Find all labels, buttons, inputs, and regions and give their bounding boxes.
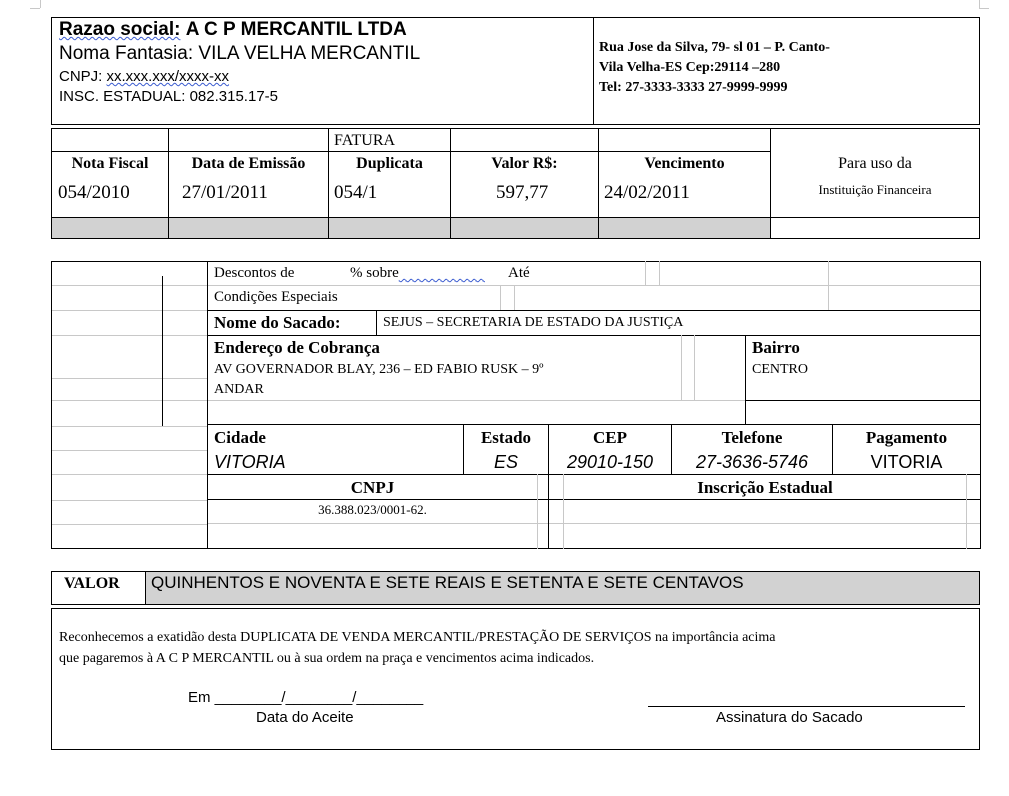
col-data-emissao: Data de Emissão [191,155,306,172]
endereco-line-2: ANDAR [214,382,264,397]
val-duplicata: 054/1 [334,182,378,203]
cep-label: CEP [593,428,627,447]
spell-mark [58,622,88,626]
phone-line: Tel: 27-3333-3333 27-9999-9999 [599,80,788,95]
nome-sacado-label: Nome do Sacado: [214,313,341,332]
corner-mark [40,0,41,8]
ate-label: Até [508,265,530,281]
pagamento-label: Pagamento [865,428,948,447]
signature-line [648,706,965,707]
val-instituicao: Instituição Financeira [818,182,932,197]
val-data-emissao: 27/01/2011 [182,182,268,203]
inscricao-sacado-label: Inscrição Estadual [697,478,833,497]
aceite-text-2: que pagaremos à A C P MERCANTIL ou à sua ordem na praça e vencimentos acima indicados. [59,651,595,666]
valor-extenso: QUINHENTOS E NOVENTA E SETE REAIS E SETENTA E SETE CENTAVOS [151,573,744,592]
spell-mark [370,723,715,727]
val-vencimento: 24/02/2011 [604,182,690,203]
address-line-1: Rua Jose da Silva, 79- sl 01 – P. Canto- [599,40,830,55]
cnpj-sacado-value: 36.388.023/0001-62. [318,502,427,517]
header-cnpj: CNPJ: xx.xxx.xxx/xxxx-xx [59,68,230,85]
data-aceite-label: Data do Aceite [256,709,354,726]
sobre-label: % sobre [350,265,399,281]
col-valor: Valor R$: [491,155,558,172]
col-duplicata: Duplicata [356,155,423,172]
fatura-gray-row [52,218,771,238]
endereco-line-1: AV GOVERNADOR BLAY, 236 – ED FABIO RUSK – 9º [214,362,544,377]
val-valor: 597,77 [496,182,549,203]
val-nota-fiscal: 054/2010 [58,182,130,203]
razao-social: Razao social: A C P MERCANTIL LTDA [59,19,407,40]
bairro-label: Bairro [752,338,800,357]
condicoes-label: Condições Especiais [214,289,338,305]
em-line: Em ________/________/________ [188,689,424,706]
endereco-label: Endereço de Cobrança [214,338,380,357]
spell-mark [58,703,188,707]
nome-sacado-value: SEJUS – SECRETARIA DE ESTADO DA JUSTIÇA [383,315,684,330]
fatura-title: FATURA [334,132,396,149]
corner-mark [979,0,980,8]
corner-mark [30,8,40,9]
cidade-value: VITORIA [214,452,286,472]
corner-mark [979,8,989,9]
spell-mark [58,723,256,727]
nome-fantasia: Noma Fantasia: VILA VELHA MERCANTIL [59,43,421,64]
descontos-label: Descontos de [214,265,295,281]
telefone-value: 27-3636-5746 [695,452,809,472]
telefone-label: Telefone [721,428,783,447]
spell-mark [58,743,108,747]
estado-value: ES [493,452,518,472]
col-nota-fiscal: Nota Fiscal [71,155,149,172]
cep-value: 29010-150 [566,452,654,472]
col-para-uso: Para uso da [838,155,912,172]
cnpj-sacado-label: CNPJ [350,478,395,497]
bairro-value: CENTRO [752,362,808,377]
address-line-2: Vila Velha-ES Cep:29114 –280 [599,60,781,75]
valor-label: VALOR [64,575,120,592]
assinatura-label: Assinatura do Sacado [716,709,863,726]
estado-label: Estado [480,428,532,447]
col-vencimento: Vencimento [644,155,725,172]
inscricao-estadual: INSC. ESTADUAL: 082.315.17-5 [59,88,278,105]
pagamento-value: VITORIA [870,452,943,472]
cidade-label: Cidade [214,428,266,447]
aceite-text-1: Reconhecemos a exatidão desta DUPLICATA DE VENDA MERCANTIL/PRESTAÇÃO DE SERVIÇOS na importância acima [59,630,776,645]
